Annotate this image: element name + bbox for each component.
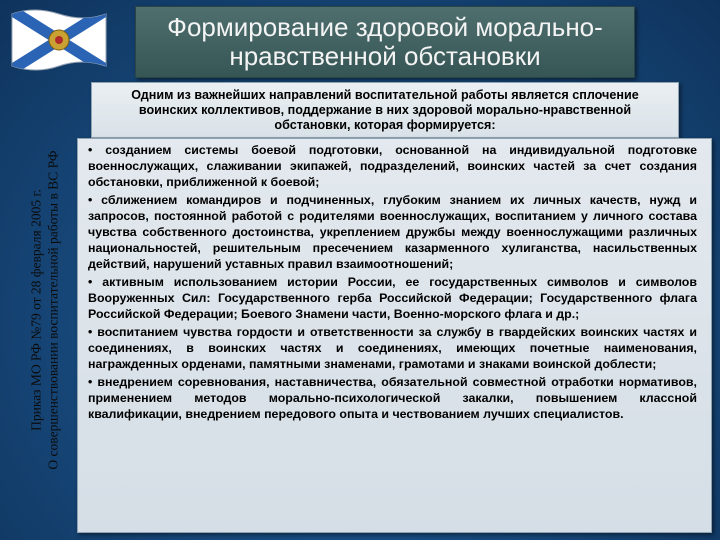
intro-panel xyxy=(91,82,679,138)
list-item: • созданием системы боевой подготовки, основанной на индивидуальной подготовке военнослужащих, слаживании экипажей, подразделений, воинских частей за счет создания обстановки, приближенной к боевой; xyxy=(88,143,697,189)
slide-title xyxy=(135,6,635,78)
intro-text: Одним из важнейших направлений воспитательной работы является сплочение воинских коллективов, поддержание в них здоровой морально-нравственной обстановки, которая формируется: xyxy=(131,87,639,132)
naval-flag-icon xyxy=(4,4,114,76)
list-item: • сближением командиров и подчиненных, глубоким знанием их личных качеств, нужд и запросов, постоянной работой с родителями военнослужащих, воспитанием у личного состава чувства собственного достоинства, укреплением дружбы между военнослужащими различных национальностей, решительным пресечением казарменного хулиганства, насильственных действий, нарушений уставных правил взаимоотношений; xyxy=(88,193,697,271)
list-item: • внедрением соревнования, наставничества, обязательной совместной отработки нормативов, применением методов морально-психологической закалки, повышением классной квалификации, внедрением передового опыта и чествованием лучших специалистов. xyxy=(88,375,697,421)
order-reference-line2: О совершенствовании воспитательной работы в ВС РФ xyxy=(46,150,61,470)
list-item: • воспитанием чувства гордости и ответственности за службу в гвардейских воинских частях и соединениях, в воинских частях и соединениях, имеющих почетные наименования, награжденных орденами, памятными знаменами, грамотами и знаками воинской доблести; xyxy=(88,325,697,371)
order-reference-line1: Приказ МО РФ №79 от 28 февраля 2005 г. xyxy=(29,189,44,431)
list-item: • активным использованием истории России, ее государственных символов и символов Вооруженных Сил: Государственного герба Российской Федерации; Государственного флага Российской Федерации; Боевого Знамени части, Военно-морского флага и др.; xyxy=(88,275,697,321)
order-reference xyxy=(20,90,70,530)
content-panel xyxy=(77,138,712,533)
order-reference-text xyxy=(28,150,62,469)
slide-title-text: Формирование здоровой морально-нравственной обстановки xyxy=(167,12,603,71)
